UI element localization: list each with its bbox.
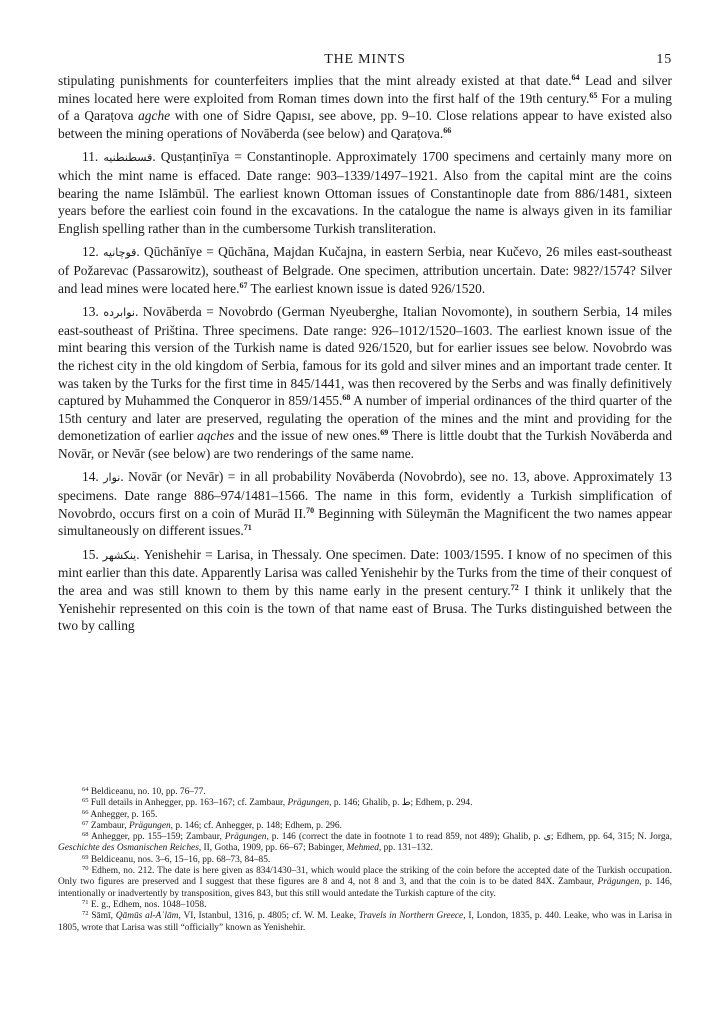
text-run: Beginning with Süleymān the Magnificent the two names appear simultaneously on different issues. [58, 505, 672, 539]
footnote-ref: 65 [589, 90, 598, 100]
italic-run: Prägungen [597, 877, 640, 888]
footnote-number: 69 [82, 853, 89, 861]
text-run: E. g., Edhem, nos. 1048–1058. [88, 899, 207, 910]
footnote-number: 66 [82, 808, 89, 816]
arabic-mint-name: ينكشهر [102, 548, 137, 562]
footnote-69 [58, 855, 672, 866]
running-title: THE MINTS [324, 52, 406, 67]
entry-number: 13. [82, 304, 99, 320]
text-run: , p. 146; Ghalib, p. ط; Edhem, p. 294. [329, 798, 473, 809]
italic-run: aqches [197, 428, 235, 444]
footnote-ref: 67 [239, 280, 248, 290]
arabic-mint-name: نوابرده [103, 306, 135, 320]
footnote-ref: 71 [243, 523, 252, 533]
entry-13 [58, 303, 672, 462]
footnote-number: 72 [82, 910, 89, 918]
italic-run: agche [138, 108, 171, 124]
entry-15 [58, 546, 672, 635]
text-run: Lead and silver mines located here were exploited from Roman times down into the first half of the 19th century. [58, 73, 672, 106]
text-run: Zambaur, [88, 820, 129, 831]
footnote-number: 64 [82, 786, 89, 793]
italic-run: Travels in Northern Greece [358, 911, 464, 922]
page [58, 50, 672, 641]
entry-14 [58, 468, 672, 539]
italic-run: Geschichte des Osmanischen Reiches [58, 843, 199, 854]
running-header [58, 50, 672, 72]
text-run: Beldiceanu, no. 10, pp. 76–77. [88, 787, 206, 797]
arabic-mint-name: قسطنطنيه [103, 151, 153, 165]
footnote-number: 70 [82, 865, 89, 873]
footnote-67 [58, 821, 672, 832]
intro-paragraph [58, 72, 672, 142]
text-run: Anhegger, pp. 155–159; Zambaur, [88, 832, 225, 843]
text-run: , VI, Istanbul, 1316, p. 4805; cf. W. M. Leake, [178, 911, 359, 922]
main-text [58, 72, 672, 635]
text-run: with one of Sidre Qapısı, see above, pp. 9–10. Close relations appear to have existed also between the mining operations of Novāberda (see below) and Qaraṭova. [58, 108, 673, 141]
text-run: There is little doubt that the Turkish Novāberda and Novār, or Nevār (see below) are two renderings of the same name. [58, 428, 673, 461]
italic-run: Prägungen [224, 832, 267, 843]
footnote-71 [58, 900, 672, 911]
entry-12 [58, 243, 672, 297]
text-run: , I, London, 1835, p. 440. Leake, who was in Larisa in 1805, wrote that Larisa was still “officially” known as Yenishehir. [58, 911, 672, 933]
footnote-64 [58, 787, 672, 798]
text-run: . Novār (or Nevār) = in all probability Novāberda (Novobrdo), see no. 13, above. Approximately 13 specimens. Date range 886–974/1481–1566. The name in this form, evidently a Turkish simplification of Novobrdo, occurs first on a coin of Murād II. [58, 469, 672, 521]
text-run: . Novāberda = Novobrdo (German Nyeuberghe, Italian Novomonte), in southern Serbia, 14 miles east-southeast of Priština. Three specimens. Date range: 926–1012/1520–1603. The earliest known issue of the mint bearing this version of the Turkish name is dated 926/1520, but for earlier issues see below. Novobrdo was the richest city in the old kingdom of Serbia, famous for its gold and silver mines and an important trade center. It was taken by the Turks for the first time in 845/1441, was then recovered by the Serbs and was finally definitively captured by Muhammed the Conqueror in 859/1455. [58, 304, 672, 409]
footnote-65 [58, 798, 672, 809]
footnote-number: 67 [82, 819, 89, 827]
text-run: Anhegger, p. 165. [88, 809, 158, 820]
entry-number: 12. [82, 244, 99, 260]
entry-number: 11. [82, 149, 99, 165]
footnote-number: 71 [82, 898, 89, 906]
text-run: The earliest known issue is dated 926/1520. [247, 280, 486, 296]
footnote-number: 65 [82, 797, 89, 805]
text-run: , pp. 131–132. [378, 843, 433, 854]
text-run: Full details in Anhegger, pp. 163–167; cf. Zambaur, [88, 798, 288, 809]
page-number: 15 [656, 52, 672, 67]
footnote-ref: 66 [443, 125, 452, 135]
arabic-mint-name: نوار [103, 471, 121, 485]
text-run: . Yenishehir = Larisa, in Thessaly. One specimen. Date: 1003/1595. I know of no specimen of this mint earlier than this date. Apparently Larisa was called Yenishehir by the Turks from the time of their conquest of the area and was still known to them by this name early in the present century. [58, 546, 672, 599]
text-run: . Qūchānīye = Qūchāna, Majdan Kučajna, in eastern Serbia, near Kučevo, 26 miles east-southeast of Požarevac (Passarowitz), southeast of Belgrade. One specimen, attribution uncertain. Date: 982?/1574? Silver and lead mines were located here. [58, 244, 673, 296]
text-run: and the issue of new ones. [234, 428, 381, 444]
text-run: Edhem, no. 212. The date is here given as 834/1430–31, which would place the striking of the coin before the accepted date of the Turkish occupation. Only two figures are preserved and I suggest that these figures are 8 and 4, not 8 and 3, and that the coin is to be dated 84X. Zambaur, [58, 866, 672, 888]
footnote-ref: 68 [342, 393, 351, 403]
text-run: . Qusṭanṭinīya = Constantinople. Approximately 1700 specimens and certainly many more on which the mint name is effaced. Date range: 903–1339/1497–1921. Also from the capital mint are the coins bearing the name Islāmbūl. The earliest known Ottoman issues of Constantinople date from 886/1481, sixteen years before the earliest coin found in the excavations. In the catalogue the name is always given in its familiar English spelling rather than in the cumbersome Turkish transliteration. [58, 149, 672, 236]
footnote-72 [58, 911, 672, 934]
italic-run: Prägungen [129, 820, 171, 831]
text-run: , II, Gotha, 1909, pp. 66–67; Babinger, [198, 843, 347, 854]
footnote-70 [58, 866, 672, 900]
entry-number: 14. [82, 469, 99, 485]
footnote-68 [58, 832, 672, 855]
text-run: Sāmī, [88, 911, 116, 922]
footnote-66 [58, 810, 672, 821]
footnote-ref: 64 [571, 73, 580, 82]
text-run: Beldiceanu, nos. 3–6, 15–16, pp. 68–73, 84–85. [88, 854, 271, 865]
footnote-ref: 72 [510, 583, 519, 593]
text-run: , p. 146; cf. Anhegger, p. 148; Edhem, p. 296. [170, 820, 342, 831]
text-run: For a muling of a Qaraṭova [58, 90, 672, 124]
italic-run: Prägungen [287, 798, 330, 809]
italic-run: Mehmed [346, 843, 379, 854]
footnotes [58, 787, 672, 934]
text-run: , p. 146 (correct the date in footnote 1 to read 859, not 489); Ghalib, p. ى; Edhem, pp. 64, 315; N. Jorga, [266, 832, 673, 843]
entry-number: 15. [82, 546, 99, 562]
text-run: I think it unlikely that the Yenishehir represented on this coin is the town of that name east of Brusa. The Turks distinguished between the two by calling [58, 583, 672, 634]
footnote-ref: 70 [306, 505, 315, 515]
text-run: stipulating punishments for counterfeiters implies that the mint already existed at that date. [58, 73, 572, 88]
italic-run: Qāmūs al-Aʿlām [115, 911, 179, 922]
text-run: A number of imperial ordinances of the third quarter of the 15th century and later are preserved, regulating the operation of the mines and the mint and providing for the demonetization of earlier [58, 393, 672, 444]
arabic-mint-name: قوچانيه [103, 246, 137, 260]
footnote-number: 68 [82, 831, 89, 839]
text-run: , p. 146, intentionally or inadvertently by transposition, gives 843, but this still would antedate the Turkish capture of the city. [58, 877, 673, 899]
entry-11 [58, 148, 672, 237]
footnote-ref: 69 [380, 428, 389, 438]
